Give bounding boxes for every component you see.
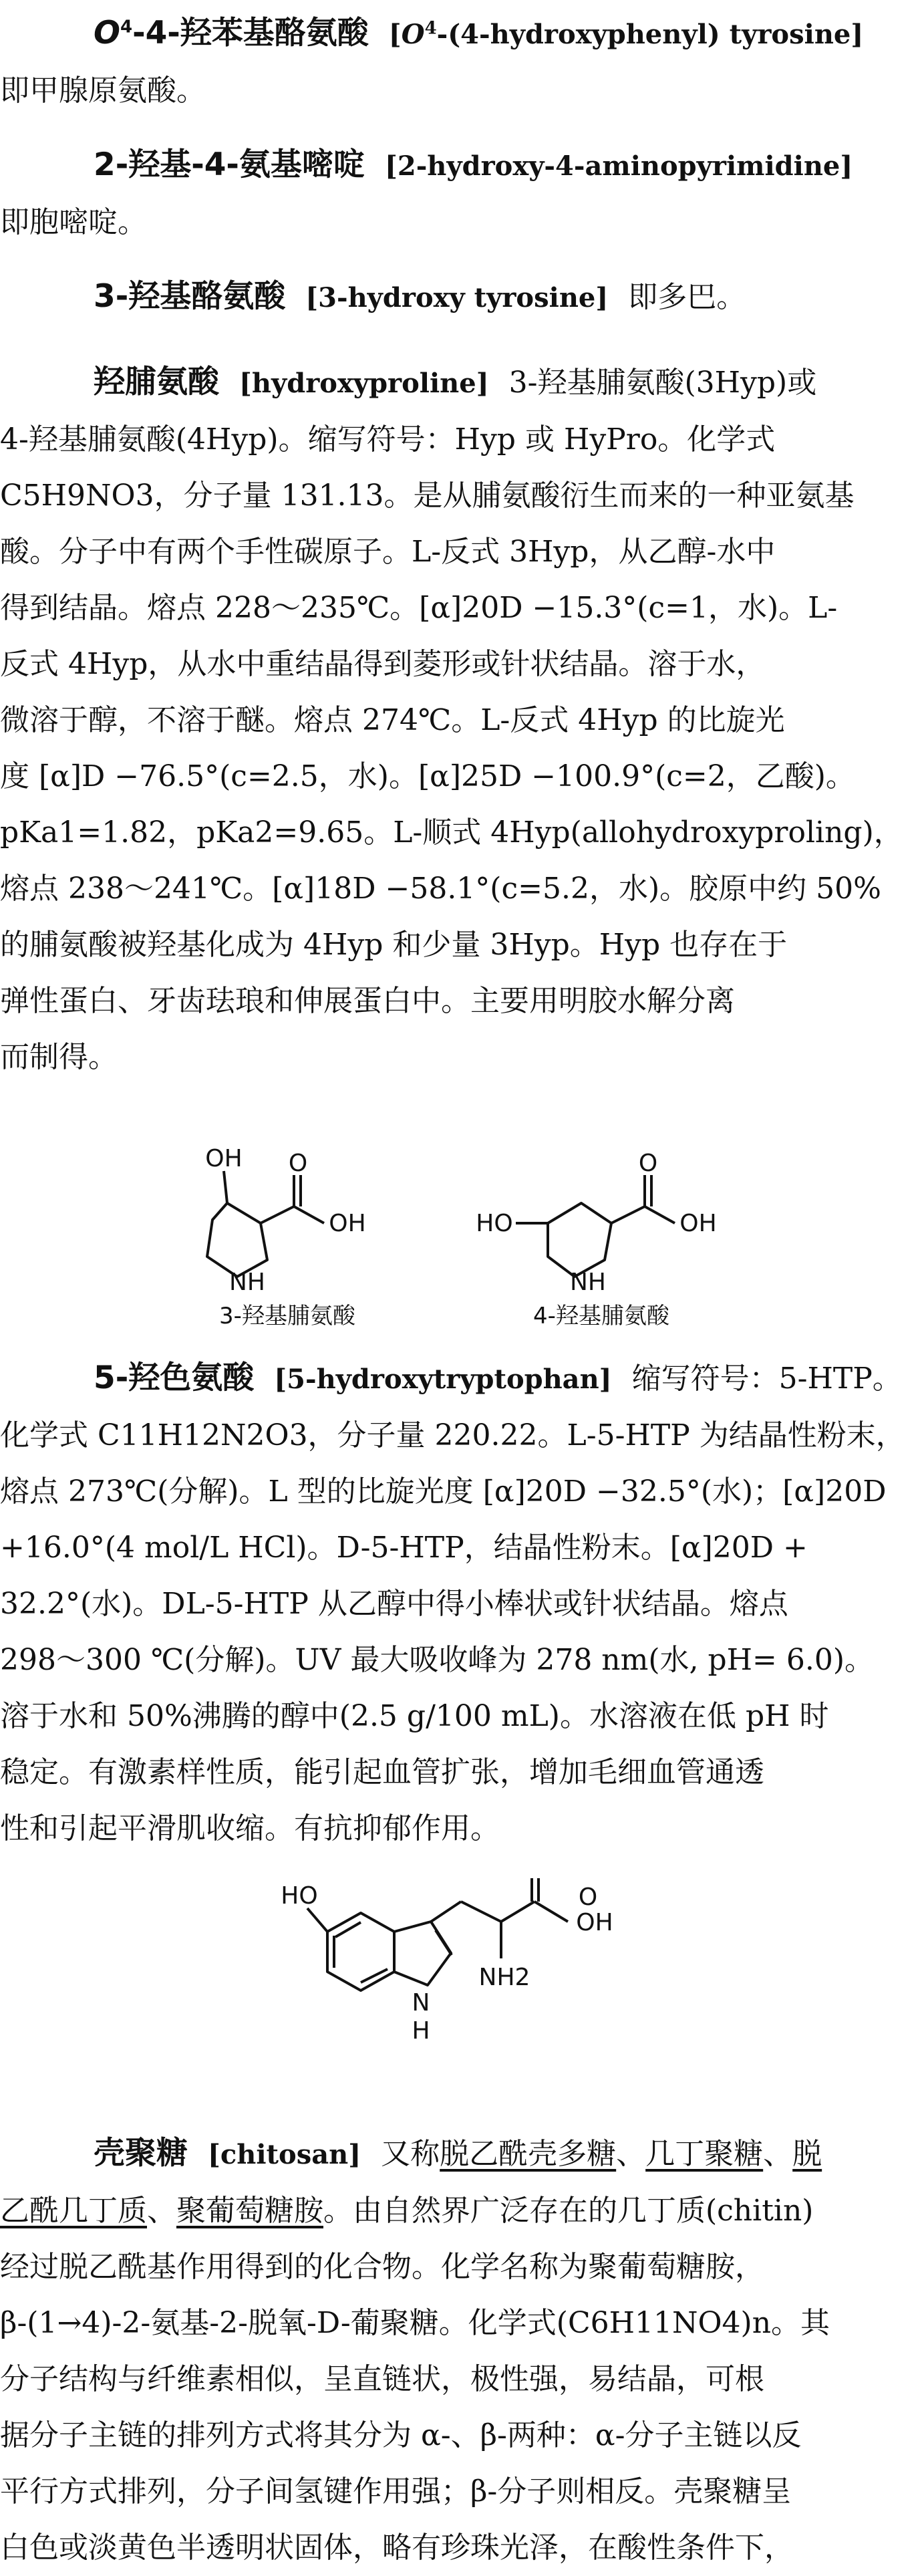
entry-body-line: 32.2°(水)。DL-5-HTP 从乙醇中得小棒状或针状结晶。熔点 xyxy=(0,1587,788,1621)
synonym-link: 脱乙酰壳多糖 xyxy=(440,2137,617,2171)
atom-label-o: O xyxy=(288,1150,308,1177)
entry-english-term: [hydroxyproline] xyxy=(239,368,489,399)
entry-body-line: 据分子主链的排列方式将其分为 α-、β-两种：α-分子主链以反 xyxy=(0,2418,802,2452)
entry-body-line: C5H9NO3，分子量 131.13。是从脯氨酸衍生而来的一种亚氨基 xyxy=(0,479,855,513)
entry-body: 即甲腺原氨酸。 xyxy=(0,74,206,108)
atom-label-h: H xyxy=(412,2017,430,2045)
entry-english-term: [chitosan] xyxy=(208,2139,361,2170)
entry-body-line: 298～300 ℃(分解)。UV 最大吸收峰为 278 nm(水, pH= 6.0)。 xyxy=(0,1643,875,1677)
structure-3-hydroxyproline xyxy=(174,1130,428,1330)
entry-term: $O^4-4-$羟苯基酪氨酸 xyxy=(94,15,369,51)
entry-body-line: 反式 4Hyp，从水中重结晶得到菱形或针状结晶。溶于水， xyxy=(0,647,766,681)
synonym-link: 聚葡萄糖胺 xyxy=(176,2194,323,2228)
synonym-link: 脱 xyxy=(792,2137,822,2171)
entry-english-term: [5-hydroxytryptophan] xyxy=(274,1364,612,1395)
entry-english-term: [3-hydroxy tyrosine] xyxy=(305,282,609,313)
entry-body-line: 分子结构与纤维素相似，呈直链状，极性强，易结晶，可根 xyxy=(0,2362,764,2396)
entry-body-line: 缩写符号：5-HTP。 xyxy=(631,1362,902,1396)
entry-body: 即多巴。 xyxy=(628,280,746,314)
entry-body-line: 由自然界广泛存在的几丁质(chitin) xyxy=(353,2194,814,2228)
entry-hydroxyproline xyxy=(0,354,924,1085)
atom-label-ho: HO xyxy=(476,1210,513,1237)
entry-body-line: 得到结晶。熔点 228～235℃。[α]20D −15.3°(c=1，水)。L- xyxy=(0,591,838,625)
synonym-link: 几丁聚糖 xyxy=(645,2137,764,2171)
structure-caption: 3-羟基脯氨酸 xyxy=(219,1303,355,1329)
entry-body-line: 化学式 C11H12N2O3，分子量 220.22。L-5-HTP 为结晶性粉末， xyxy=(0,1418,905,1452)
entry-body-line: 的脯氨酸被羟基化成为 4Hyp 和少量 3Hyp。Hyp 也存在于 xyxy=(0,928,788,962)
entry-body-line: β-(1→4)-2-氨基-2-脱氧-D-葡聚糖。化学式(C6H11NO4)n。其 xyxy=(0,2306,830,2340)
entry-body-line: 而制得。 xyxy=(0,1040,118,1074)
entry-body-line: 度 [α]D −76.5°(c=2.5，水)。[α]25D −100.9°(c=2，乙酸)。 xyxy=(0,759,855,793)
entry-hydroxy-aminopyrimidine xyxy=(0,137,924,251)
entry-chitosan: 壳聚糖 [chitosan] 又称脱乙酰壳多糖、几丁聚糖、脱 乙酰几丁质、聚葡萄糖胺。由自然界广泛存在的几丁质(chitin) 经过脱乙酰基作用得到的化合物。化学名称为聚葡萄糖胺， β-(1→4)-2-氨基-2-脱氧-D-葡聚糖。化学式(C6H11NO4)n。其 分子结构与纤维素相似，呈直链状，极性强，易结晶，可根 据分子主链的排列方式将其分为 α-、β-两种：α-分子主链以反 平行方式排列，分子间氢键作用强；β-分子则相反。壳聚糖呈 白色或淡黄色半透明状固体，略有珍珠光泽，在酸性条件下， xyxy=(0,2126,924,2576)
entry-body-line: 4-羟基脯氨酸(4Hyp)。缩写符号：Hyp 或 HyPro。化学式 xyxy=(0,422,776,457)
entry-body-line: 白色或淡黄色半透明状固体，略有珍珠光泽，在酸性条件下， xyxy=(0,2531,794,2565)
atom-label-nh: NH xyxy=(229,1269,265,1296)
entry-body-line: 性和引起平滑肌收缩。有抗抑郁作用。 xyxy=(0,1811,500,1845)
atom-label-n: N xyxy=(412,1989,430,2017)
entry-body-line: 酸。分子中有两个手性碳原子。L-反式 3Hyp，从乙醇-水中 xyxy=(0,535,776,569)
entry-body-line: 平行方式排列，分子间氢键作用强；β-分子则相反。壳聚糖呈 xyxy=(0,2474,792,2508)
entry-hydroxy-tyrosine xyxy=(0,269,924,326)
atom-label-oh: OH xyxy=(679,1210,717,1237)
atom-label-ho: HO xyxy=(281,1882,318,1910)
entry-body-line: pKa1=1.82，pKa2=9.65。L-顺式 4Hyp(allohydroxyproling)， xyxy=(0,815,903,850)
entry-body-line: 溶于水和 50%沸腾的醇中(2.5 g/100 mL)。水溶液在低 pH 时 xyxy=(0,1699,829,1733)
entry-term: 壳聚糖 xyxy=(94,2135,188,2172)
atom-label-nh2: NH2 xyxy=(478,1964,530,1991)
atom-label-nh: NH xyxy=(570,1269,606,1296)
entry-body-line: 熔点 273℃(分解)。L 型的比旋光度 [α]20D −32.5°(水)；[α]20D xyxy=(0,1474,887,1509)
atom-label-oh: OH xyxy=(329,1210,366,1237)
entry-body-line: 熔点 238～241℃。[α]18D −58.1°(c=5.2，水)。胶原中约 50% xyxy=(0,872,881,906)
entry-term: 羟脯氨酸 xyxy=(94,364,219,400)
structure-caption: 4-羟基脯氨酸 xyxy=(533,1303,669,1329)
entry-english-term: [2-hydroxy-4-aminopyrimidine] xyxy=(384,150,853,182)
atom-label-o: O xyxy=(638,1150,658,1177)
entry-body-line: 稳定。有激素样性质，能引起血管扩张，增加毛细血管通透 xyxy=(0,1755,764,1789)
entry-body-line: 微溶于醇，不溶于醚。熔点 274℃。L-反式 4Hyp 的比旋光 xyxy=(0,703,785,737)
atom-label-oh: OH xyxy=(205,1145,243,1172)
structure-5-hydroxytryptophan xyxy=(281,1878,655,2099)
entry-term: 3-羟基酪氨酸 xyxy=(94,278,286,315)
entry-body-line: 3-羟基脯氨酸(3Hyp)或 xyxy=(508,366,817,400)
entry-5-hydroxytryptophan xyxy=(0,1350,924,1857)
entry-body-line: +16.0°(4 mol/L HCl)。D-5-HTP，结晶性粉末。[α]20D + xyxy=(0,1531,808,1565)
structure-4-hydroxyproline xyxy=(468,1130,748,1330)
atom-label-o: O xyxy=(578,1884,598,1911)
atom-label-oh: OH xyxy=(576,1909,613,1936)
entry-o4-hydroxyphenyl-tyrosine xyxy=(0,5,924,119)
entry-body-intro: 又称 xyxy=(381,2137,440,2171)
entry-term: 5-羟色氨酸 xyxy=(94,1360,255,1396)
entry-body-line: 经过脱乙酰基作用得到的化合物。化学名称为聚葡萄糖胺， xyxy=(0,2250,764,2284)
entry-term: 2-羟基-4-氨基嘧啶 xyxy=(94,146,365,183)
entry-body-line: 弹性蛋白、牙齿珐琅和伸展蛋白中。主要用明胶水解分离 xyxy=(0,984,735,1018)
entry-english-term: [$O^4-(4-hydroxyphenyl)$ tyrosine] xyxy=(388,18,864,50)
entry-body: 即胞嘧啶。 xyxy=(0,205,147,239)
synonym-link: 乙酰几丁质 xyxy=(0,2194,147,2228)
